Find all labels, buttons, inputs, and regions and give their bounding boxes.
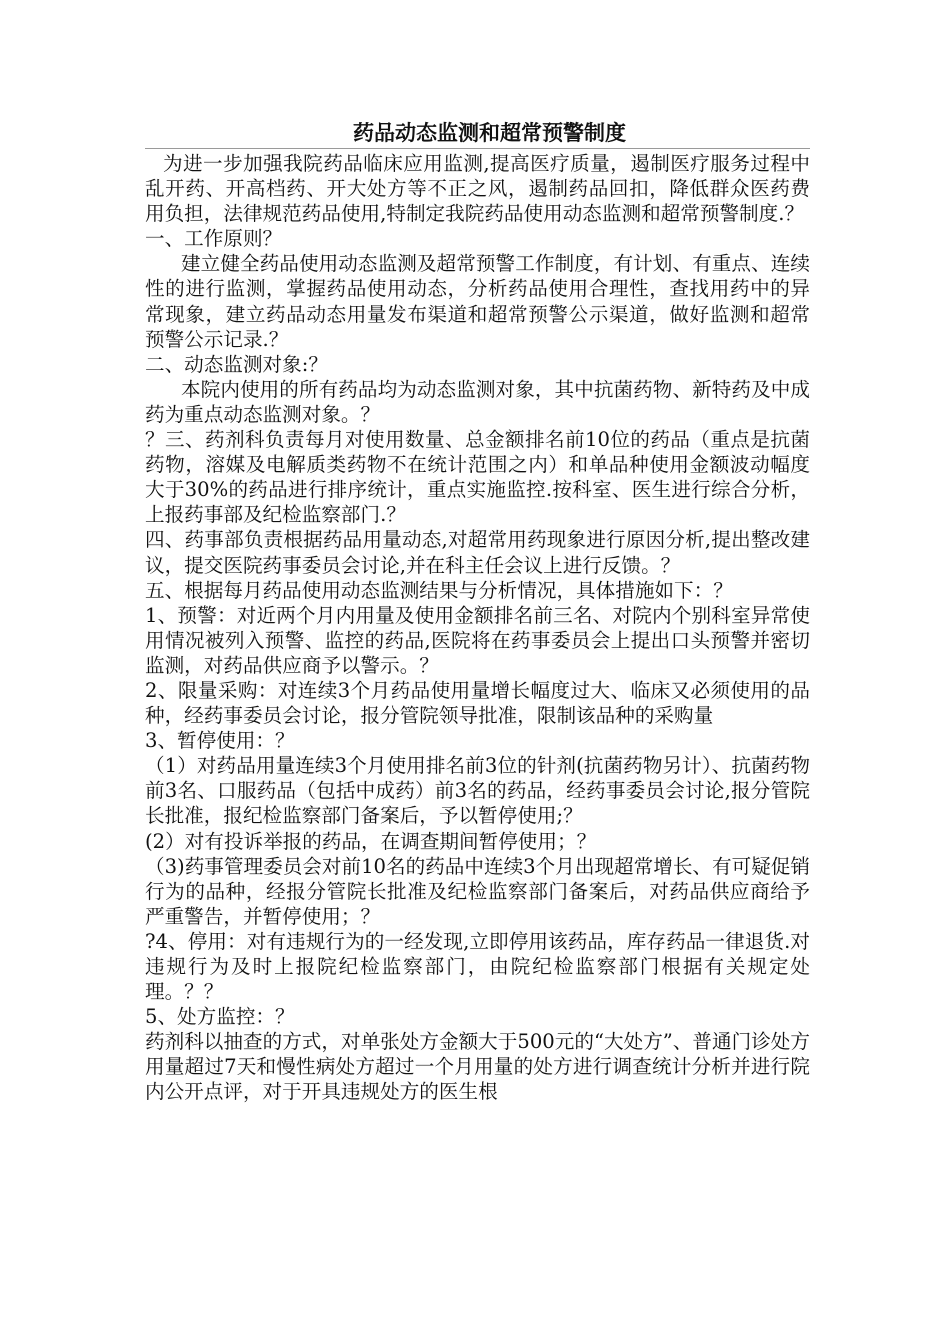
monitoring-targets-paragraph: 本院内使用的所有药品均为动态监测对象，其中抗菌药物、新特药及中成药为重点动态监测对象。？ [145, 377, 810, 426]
title-underline [145, 148, 810, 149]
prescription-paragraph: 药剂科以抽查的方式，对单张处方金额大于500元的“大处方”、普通门诊处方用量超过7天和慢性病处方超过一个月用量的处方进行调查统计分析并进行院内公开点评，对于开具违规处方的医生根 [145, 1030, 810, 1104]
measure-suspend-heading: 3、暂停使用：？ [145, 729, 295, 753]
measure-stop-use: ?4、停用：对有违规行为的一经发现,立即停用该药品，库存药品一律退货.对违规行为及时上报院纪检监察部门，由院纪检监察部门根据有关规定处理。？？ [145, 929, 810, 1004]
document-page [145, 118, 810, 1105]
measure-limited-purchase: 2、限量采购：对连续3个月药品使用量增长幅度过大、临床又必须使用的品种，经药事委员会讨论，报分管院领导批准，限制该品种的采购量 [145, 678, 810, 728]
suspend-item-2: (2）对有投诉举报的药品，在调查期间暂停使用；？ [145, 829, 597, 853]
intro-paragraph: 为进一步加强我院药品临床应用监测,提高医疗质量，遏制医疗服务过程中乱开药、开高档药、开大处方等不正之风，遏制药品回扣，降低群众医药费用负担，法律规范药品使用,特制定我院药品使用动态监测和超常预警制度.？ [145, 152, 810, 226]
section-heading-monitoring-targets: 二、动态监测对象:？ [145, 352, 328, 376]
section-four-paragraph: 四、药事部负责根据药品用量动态,对超常用药现象进行原因分析,提出整改建议，提交医院药事委员会讨论,并在科主任会议上进行反馈。？ [145, 528, 810, 577]
document-body [145, 151, 810, 1105]
section-three-paragraph: ？三、药剂科负责每月对使用数量、总金额排名前10位的药品（重点是抗菌药物，溶媒及电解质类药物不在统计范围之内）和单品种使用金额波动幅度大于30%的药品进行排序统计，重点实施监控.按科室、医生进行综合分析，上报药事部及纪检监察部门.？ [145, 428, 810, 527]
measure-warning: 1、预警：对近两个月内用量及使用金额排名前三名、对院内个别科室异常使用情况被列入预警、监控的药品,医院将在药事委员会上提出口头预警并密切监测，对药品供应商予以警示。？ [145, 603, 810, 677]
section-heading-principles: 一、工作原则？ [145, 227, 283, 251]
suspend-item-3: （3)药事管理委员会对前10名的药品中连续3个月出现超常增长、有可疑促销行为的品种，经报分管院长批准及纪检监察部门备案后，对药品供应商给予严重警告，并暂停使用；？ [145, 854, 810, 928]
principles-paragraph: 建立健全药品使用动态监测及超常预警工作制度，有计划、有重点、连续性的进行监测，掌握药品使用动态，分析药品使用合理性，查找用药中的异常现象，建立药品动态用量发布渠道和超常预警公示渠道，做好监测和超常预警公示记录.？ [145, 252, 810, 351]
section-five-heading: 五、根据每月药品使用动态监测结果与分析情况，具体措施如下：？ [145, 578, 733, 602]
document-title: 药品动态监测和超常预警制度 [353, 121, 626, 145]
measure-prescription-heading: 5、处方监控：？ [145, 1005, 295, 1029]
suspend-item-1: （1）对药品用量连续3个月使用排名前3位的针剂(抗菌药物另计）、抗菌药物前3名、口服药品（包括中成药）前3名的药品，经药事委员会讨论,报分管院长批准，报纪检监察部门备案后，予以暂停使用;？ [145, 754, 810, 828]
